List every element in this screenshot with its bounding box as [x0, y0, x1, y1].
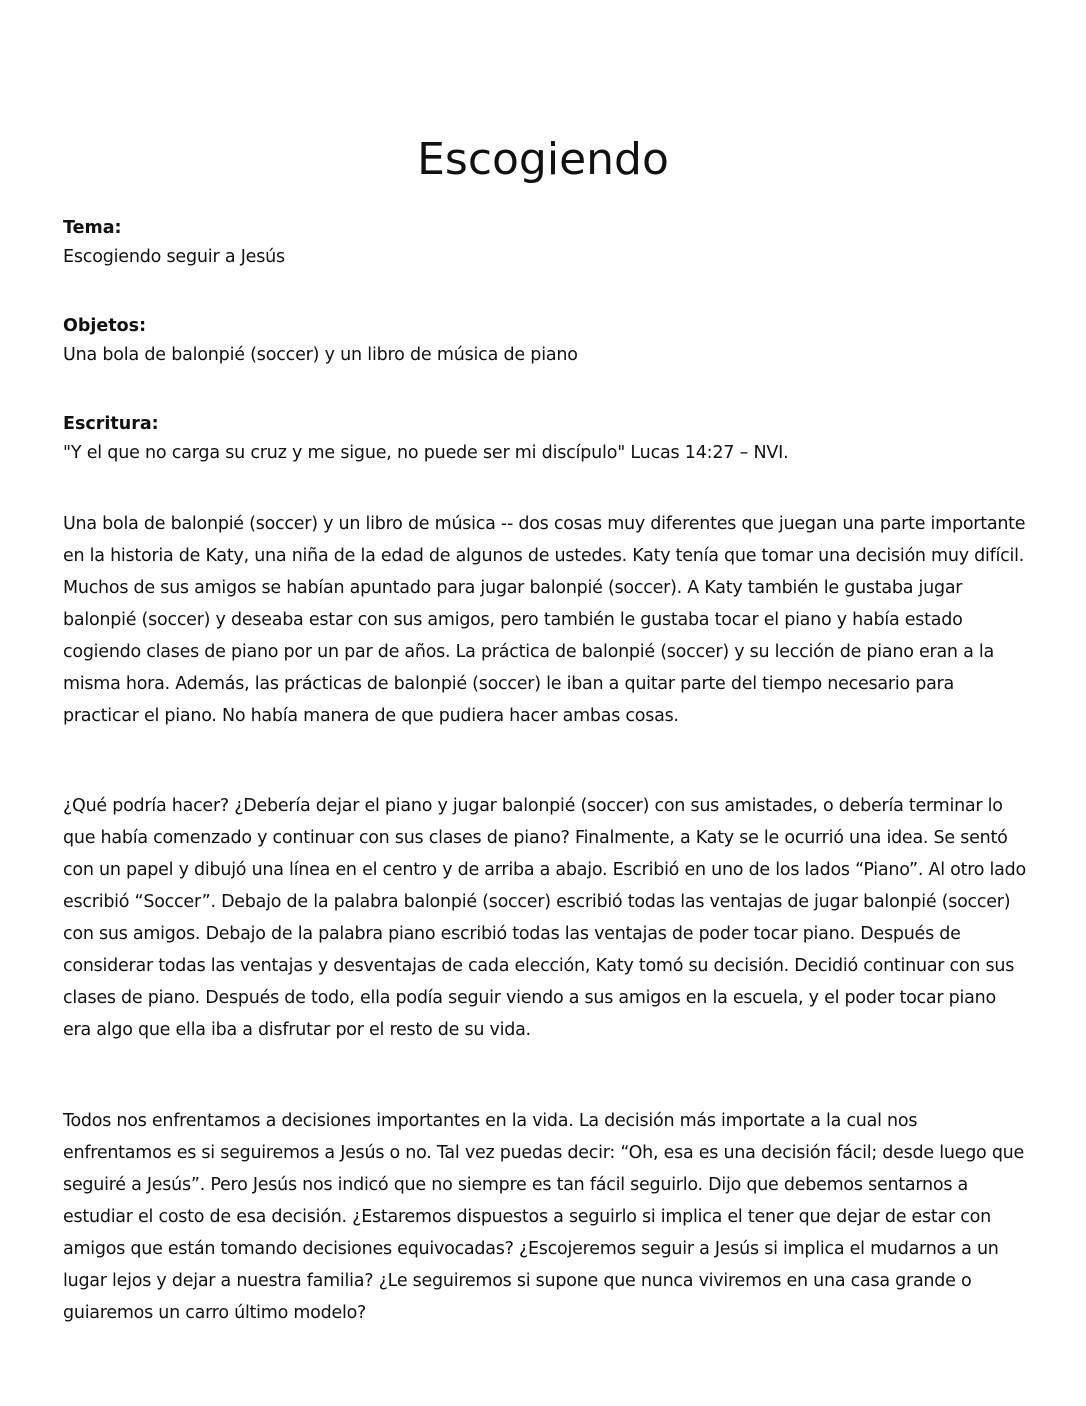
objetos-value: Una bola de balonpié (soccer) y un libro de música de piano [63, 345, 578, 365]
objetos-section [63, 312, 1023, 370]
objetos-label: Objetos: [63, 316, 147, 336]
tema-value: Escogiendo seguir a Jesús [63, 247, 285, 267]
paragraph-2-block [63, 790, 1028, 1046]
paragraph-3-block [63, 1105, 1028, 1329]
paragraph: Una bola de balonpié (soccer) y un libro de música -- dos cosas muy diferentes que juegan una parte importante en la historia de Katy, una niña de la edad de algunos de ustedes. Katy tenía que tomar una decisión muy difícil. Muchos de sus amigos se habían apuntado para jugar balonpié (soccer). A Katy también le gustaba jugar balonpié (soccer) y deseaba estar con sus amigos, pero también le gustaba tocar el piano y había estado cogiendo clases de piano por un par de años. La práctica de balonpié (soccer) y su lección de piano eran a la misma hora. Además, las prácticas de balonpié (soccer) le iban a quitar parte del tiempo necesario para practicar el piano. No había manera de que pudiera hacer ambas cosas. [63, 514, 1026, 726]
escritura-label: Escritura: [63, 414, 159, 434]
paragraph: Todos nos enfrentamos a decisiones importantes en la vida. La decisión más importate a la cual nos enfrentamos es si seguiremos a Jesús o no. Tal vez puedas decir: “Oh, esa es una decisión fácil; desde luego que seguiré a Jesús”. Pero Jesús nos indicó que no siempre es tan fácil seguirlo. Dijo que debemos sentarnos a estudiar el costo de esa decisión. ¿Estaremos dispuestos a seguirlo si implica el tener que dejar de estar con amigos que están tomando decisiones equivocadas? ¿Escojeremos seguir a Jesús si implica el mudarnos a un lugar lejos y dejar a nuestra familia? ¿Le seguiremos si supone que nunca viviremos en una casa grande o guiaremos un carro último modelo? [63, 1111, 1025, 1323]
document-title: Escogiendo [417, 134, 669, 185]
paragraph-1-block [63, 508, 1028, 732]
escritura-value: "Y el que no carga su cruz y me sigue, no puede ser mi discípulo" Lucas 14:27 – NVI. [63, 443, 789, 463]
tema-section [63, 214, 1023, 272]
tema-label: Tema: [63, 218, 122, 238]
escritura-section [63, 410, 1023, 468]
paragraph: ¿Qué podría hacer? ¿Debería dejar el piano y jugar balonpié (soccer) con sus amistades, o debería terminar lo que había comenzado y continuar con sus clases de piano? Finalmente, a Katy se le ocurrió una idea. Se sentó con un papel y dibujó una línea en el centro y de arriba a abajo. Escribió en uno de los lados “Piano”. Al otro lado escribió “Soccer”. Debajo de la palabra balonpié (soccer) escribió todas las ventajas de jugar balonpié (soccer) con sus amigos. Debajo de la palabra piano escribió todas las ventajas de poder tocar piano. Después de considerar todas las ventajas y desventajas de cada elección, Katy tomó su decisión. Decidió continuar con sus clases de piano. Después de todo, ella podía seguir viendo a sus amigos en la escuela, y el poder tocar piano era algo que ella iba a disfrutar por el resto de su vida. [63, 796, 1026, 1040]
